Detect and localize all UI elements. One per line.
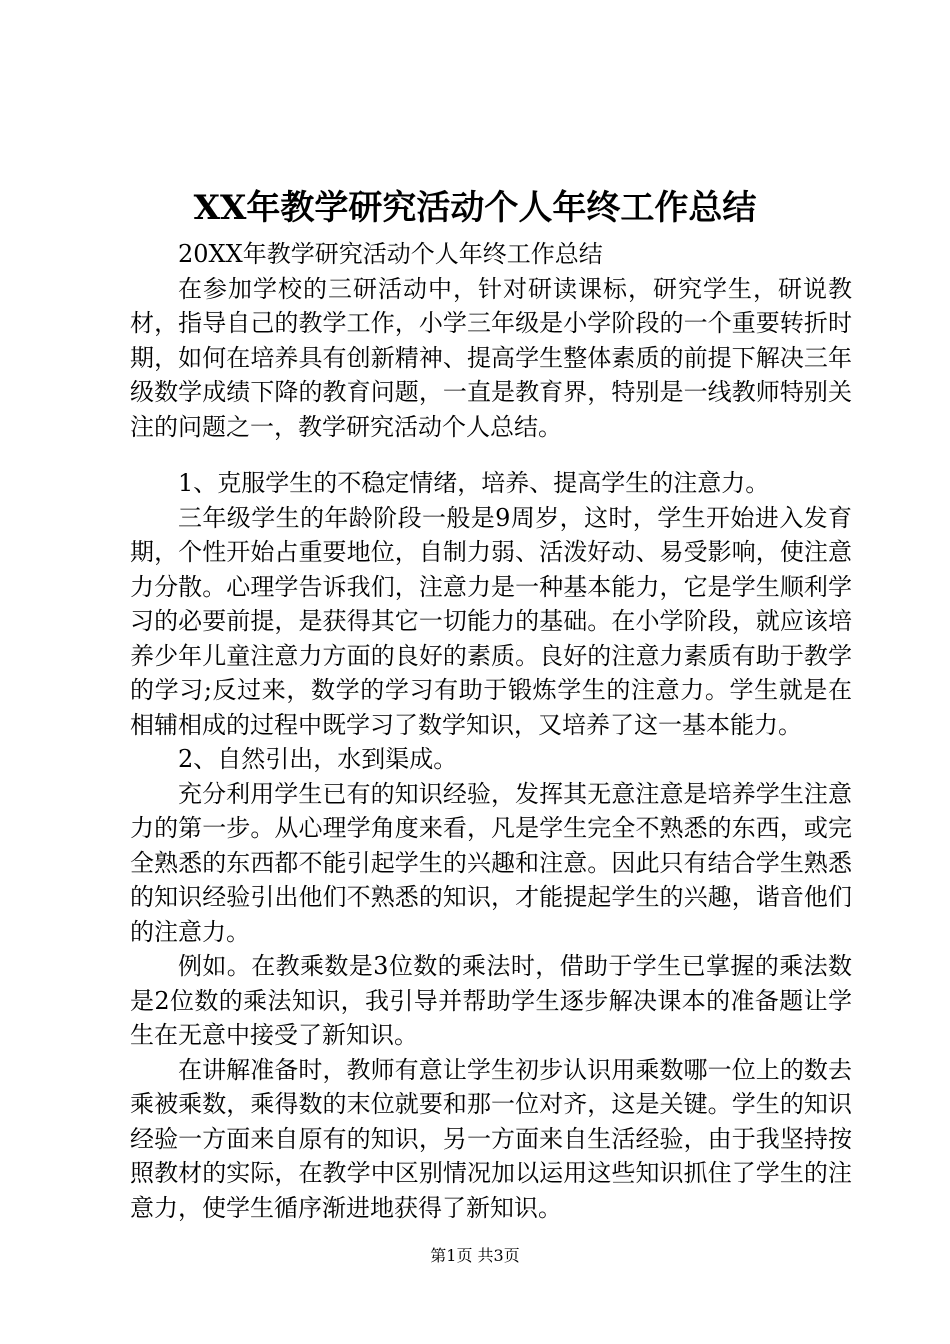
intro-paragraph: 在参加学校的三研活动中，针对研读课标，研究学生，研说教材，指导自己的教学工作，小学三年级是小学阶段的一个重要转折时期，如何在培养具有创新精神、提高学生整体素质的前提下解决三年级数学成绩下降的教育问题，一直是教育界，特别是一线教师特别关注的问题之一，教学研究活动个人总结。	[130, 274, 852, 441]
section-heading-2: 2、自然引出，水到渠成。	[178, 745, 458, 773]
body-paragraph: 三年级学生的年龄阶段一般是9周岁，这时，学生开始进入发育期，个性开始占重要地位，自制力弱、活泼好动、易受影响，使注意力分散。心理学告诉我们，注意力是一种基本能力，它是学生顺利学习的必要前提，是获得其它一切能力的基础。在小学阶段，就应该培养少年儿童注意力方面的良好的素质。良好的注意力素质有助于教学的学习;反过来，数学的学习有助于锻炼学生的注意力。学生就是在相辅相成的过程中既学习了数学知识，又培养了这一基本能力。	[130, 503, 852, 739]
page-footer: 第1页 共3页	[430, 1246, 520, 1265]
subtitle-paragraph: 20XX年教学研究活动个人年终工作总结	[178, 240, 603, 268]
document-title: XX年教学研究活动个人年终工作总结	[193, 188, 757, 228]
document-body	[130, 237, 852, 1225]
body-paragraph: 例如。在教乘数是3位数的乘法时，借助于学生已掌握的乘法数是2位数的乘法知识，我引导并帮助学生逐步解决课本的准备题让学生在无意中接受了新知识。	[130, 952, 852, 1049]
section-heading-1: 1、克服学生的不稳定情绪，培养、提高学生的注意力。	[178, 469, 770, 497]
body-paragraph: 充分利用学生已有的知识经验，发挥其无意注意是培养学生注意力的第一步。从心理学角度来看，凡是学生完全不熟悉的东西，或完全熟悉的东西都不能引起学生的兴趣和注意。因此只有结合学生熟悉的知识经验引出他们不熟悉的知识，才能提起学生的兴趣，谐音他们的注意力。	[130, 779, 852, 946]
body-paragraph: 在讲解准备时，教师有意让学生初步认识用乘数哪一位上的数去乘被乘数，乘得数的末位就要和那一位对齐，这是关键。学生的知识经验一方面来自原有的知识，另一方面来自生活经验，由于我坚持按照教材的实际，在教学中区别情况加以运用这些知识抓住了学生的注意力，使学生循序渐进地获得了新知识。	[130, 1055, 852, 1222]
